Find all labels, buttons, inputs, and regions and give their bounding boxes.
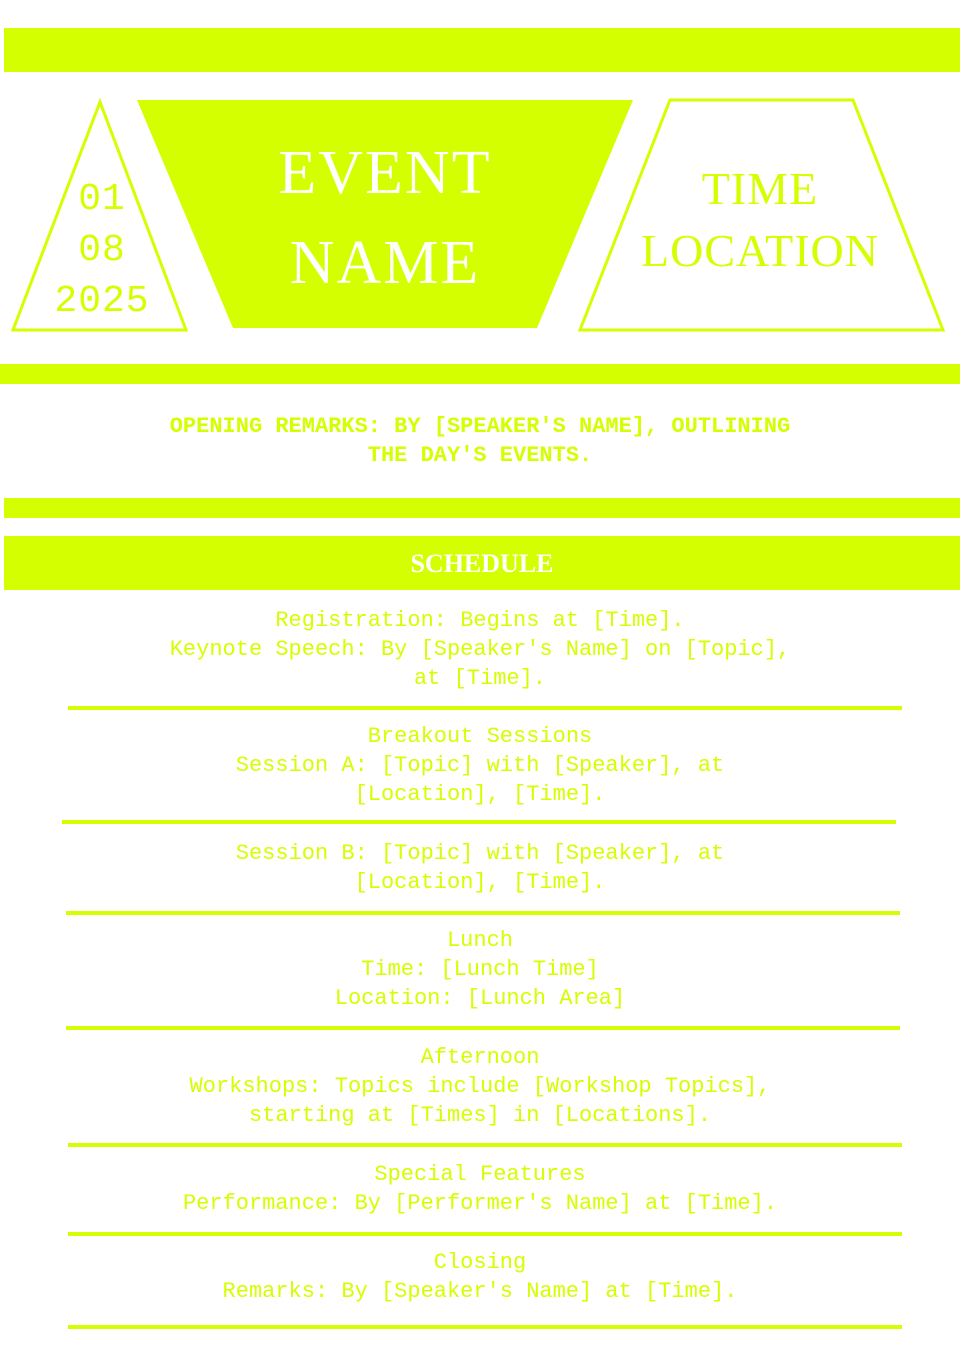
schedule-divider <box>62 820 896 824</box>
date-month: 08 <box>78 229 126 272</box>
schedule-item-line: Time: [Lunch Time] <box>361 957 599 982</box>
date-year: 2025 <box>54 280 150 323</box>
schedule-divider <box>66 911 900 915</box>
schedule-item <box>80 926 880 1013</box>
schedule-item <box>80 606 880 693</box>
schedule-item-line: at [Time]. <box>413 666 547 691</box>
opening-divider-band <box>4 498 960 518</box>
schedule-item-line: [Location], [Time]. <box>354 782 606 807</box>
schedule-item-line: Session B: [Topic] with [Speaker], at <box>235 841 725 866</box>
schedule-item <box>80 1160 880 1218</box>
schedule-heading: SCHEDULE <box>4 536 960 590</box>
time-label: TIME <box>701 163 819 214</box>
schedule-item-line: Breakout Sessions <box>367 724 593 749</box>
schedule-divider <box>68 706 902 710</box>
schedule-item-line: Special Features <box>374 1162 586 1187</box>
schedule-item-line: Location: [Lunch Area] <box>334 986 626 1011</box>
opening-line2: THE DAY'S EVENTS. <box>367 443 593 468</box>
schedule-item-line: starting at [Times] in [Locations]. <box>248 1103 712 1128</box>
schedule-item-line: Session A: [Topic] with [Speaker], at <box>235 753 725 778</box>
schedule-item-line: Afternoon <box>420 1045 540 1070</box>
schedule-divider <box>68 1325 902 1329</box>
header-divider-band <box>0 364 960 384</box>
schedule-divider <box>68 1143 902 1147</box>
event-title-line1: EVENT <box>278 139 492 207</box>
schedule-item-line: Lunch <box>446 928 513 953</box>
schedule-item-line: Registration: Begins at [Time]. <box>275 608 685 633</box>
schedule-item-line: Closing <box>433 1250 527 1275</box>
opening-remarks <box>100 412 860 470</box>
opening-line1: OPENING REMARKS: BY [SPEAKER'S NAME], OUTLINING <box>169 414 791 439</box>
schedule-item <box>80 722 880 809</box>
schedule-item-line: Remarks: By [Speaker's Name] at [Time]. <box>222 1279 738 1304</box>
schedule-item <box>80 1043 880 1130</box>
schedule-item <box>80 839 880 897</box>
schedule-item-line: Keynote Speech: By [Speaker's Name] on [Topic], <box>169 637 791 662</box>
schedule-item-line: Performance: By [Performer's Name] at [Time]. <box>182 1191 778 1216</box>
date-day: 01 <box>78 178 126 221</box>
schedule-item-line: Workshops: Topics include [Workshop Topics], <box>189 1074 771 1099</box>
schedule-divider <box>68 1232 902 1236</box>
event-title-line2: NAME <box>289 229 481 297</box>
schedule-item-line: [Location], [Time]. <box>354 870 606 895</box>
schedule-divider <box>66 1026 900 1030</box>
location-label: LOCATION <box>641 225 879 276</box>
schedule-item <box>80 1248 880 1306</box>
